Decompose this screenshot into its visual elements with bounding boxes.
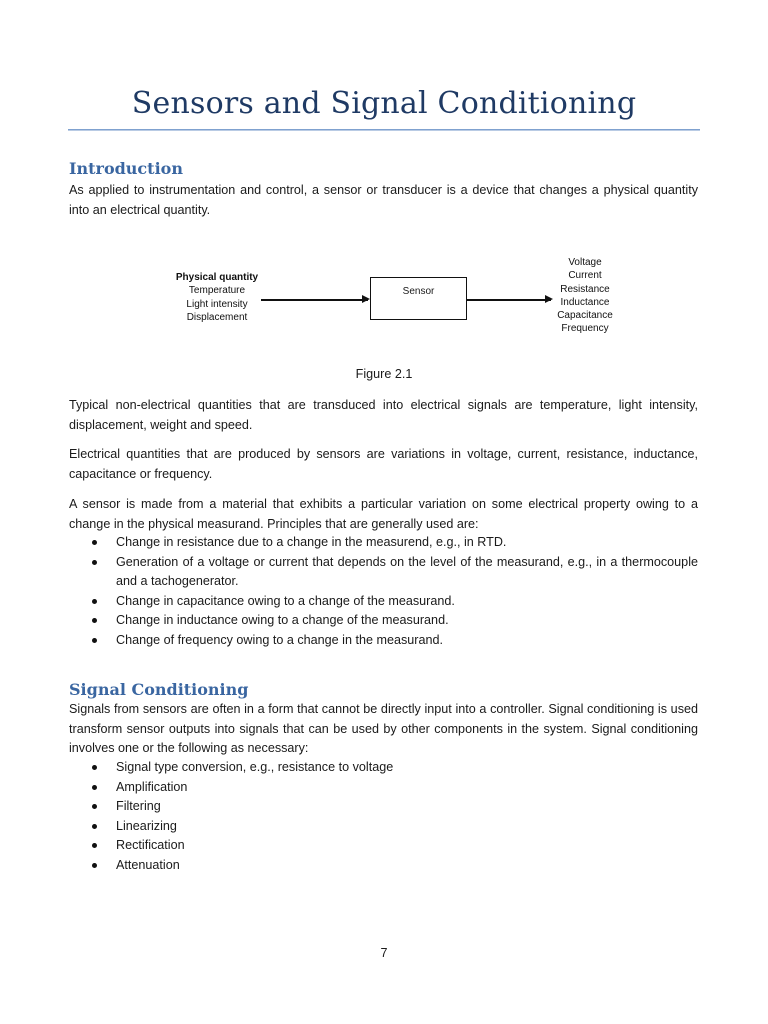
signal-conditioning-paragraph: Signals from sensors are often in a form that cannot be directly input into a controller. Signal conditioning is used transform sensor outputs into signals that can be used by other components in the system. Signal conditioning involves one or the following as necessary: [69, 702, 698, 755]
diagram-input-item: Temperature [188, 285, 246, 297]
diagram-output-labels [548, 256, 622, 336]
diagram-input-item: Displacement [186, 311, 248, 323]
body-paragraph-3: A sensor is made from a material that exhibits a particular variation on some electrical property owing to a change in the physical measurand. Principles that are generally used are: [69, 497, 698, 531]
bullet-icon [92, 599, 97, 604]
sensor-block [370, 277, 467, 320]
bullet-icon [92, 618, 97, 623]
sensor-block-label: Sensor [402, 286, 435, 297]
bullet-icon [92, 843, 97, 848]
title-underline-divider [68, 129, 700, 131]
diagram-output-item: Inductance [560, 296, 610, 308]
signal-conditioning-list [69, 758, 698, 875]
diagram-input-heading: Physical quantity [175, 272, 259, 283]
bullet-icon [92, 560, 97, 565]
bullet-icon [92, 765, 97, 770]
bullet-icon [92, 824, 97, 829]
signal-conditioning-heading: Signal Conditioning [69, 680, 249, 699]
list-item: Change in inductance owing to a change of the measurand. [69, 611, 698, 631]
bullet-icon [92, 540, 97, 545]
body-paragraph-2: Electrical quantities that are produced by sensors are variations in voltage, current, resistance, inductance, capacitance or frequency. [69, 447, 698, 481]
introduction-paragraph [69, 181, 698, 220]
list-item: Rectification [69, 836, 698, 856]
introduction-text: As applied to instrumentation and control, a sensor or transducer is a device that changes a physical quantity into an electrical quantity. [69, 183, 698, 217]
list-item: Amplification [69, 778, 698, 798]
input-arrow-icon [261, 299, 368, 301]
output-arrow-icon [467, 299, 551, 301]
diagram-output-item: Voltage [568, 257, 602, 268]
page-number: 7 [380, 946, 388, 960]
bullet-icon [92, 863, 97, 868]
page-title: Sensors and Signal Conditioning [131, 86, 637, 121]
list-item: Change in capacitance owing to a change of the measurand. [69, 592, 698, 612]
diagram-output-item: Current [568, 270, 602, 282]
list-item: Filtering [69, 797, 698, 817]
diagram-input-item: Light intensity [186, 298, 248, 310]
principles-list [69, 533, 698, 650]
list-item: Change in resistance due to a change in the measurend, e.g., in RTD. [69, 533, 698, 553]
figure-caption: Figure 2.1 [355, 367, 413, 381]
diagram-output-item: Frequency [561, 323, 609, 335]
list-item: Generation of a voltage or current that depends on the level of the measurand, e.g., in a thermocouple and a tachogenerator. [69, 553, 698, 592]
list-item: Change of frequency owing to a change in the measurand. [69, 631, 698, 651]
bullet-icon [92, 785, 97, 790]
list-item: Attenuation [69, 856, 698, 876]
bullet-icon [92, 638, 97, 643]
body-paragraph-1: Typical non-electrical quantities that are transduced into electrical signals are temperature, light intensity, displacement, weight and speed. [69, 398, 698, 432]
list-item: Signal type conversion, e.g., resistance to voltage [69, 758, 698, 778]
diagram-output-item: Resistance [560, 283, 610, 295]
diagram-output-item: Capacitance [557, 310, 613, 322]
list-item: Linearizing [69, 817, 698, 837]
introduction-heading: Introduction [69, 159, 183, 178]
bullet-icon [92, 804, 97, 809]
diagram-input-labels [165, 271, 269, 324]
